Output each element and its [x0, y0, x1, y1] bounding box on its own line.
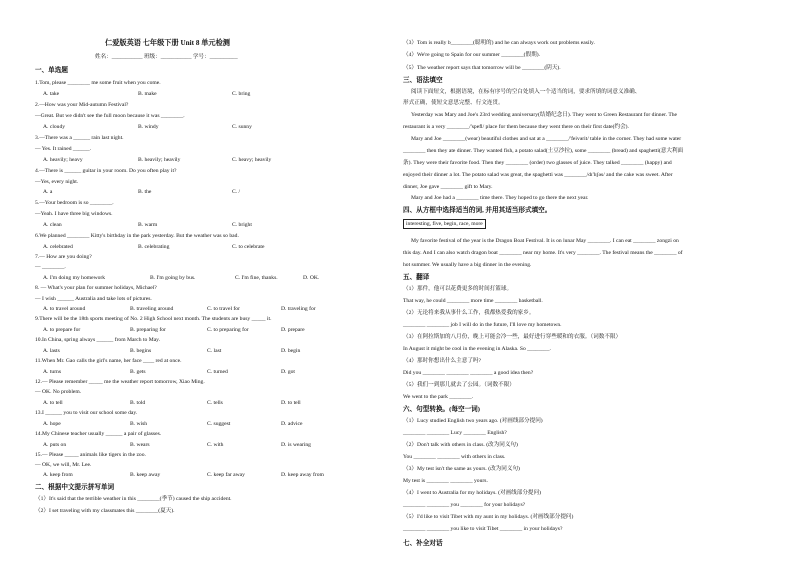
text-line: 10.In China, spring always ______ from March to May.	[35, 337, 161, 343]
text-line: — Yes. It rained ______.	[35, 146, 92, 152]
text-line: （1）那件，他可以花费更多的时间打篮球。	[403, 286, 513, 292]
section-heading: 二、根据中文提示拼写单词	[35, 484, 115, 491]
text-line: 2.—How was your Mid-autumn Festival?	[35, 102, 129, 108]
text-line: （3）My test isn't the same as yours. (改为同义句)	[403, 466, 520, 472]
text-line: dinner, Joe gave ________ gift to Mary.	[403, 184, 493, 190]
text-line: （3）Tom is really b________(聪明的) and he can always work out problems easily.	[403, 40, 595, 46]
text-line: B. begins	[130, 348, 152, 354]
text-line: （4）I went to Australia for my holidays. (对画线部分提问)	[403, 490, 541, 496]
text-line: restaurant is a very ________/'spefl/ place for them because they went there on their first date(约会).	[403, 124, 629, 130]
text-line: 形式正确，使短文意思完整、行文连贯。	[403, 100, 504, 106]
text-line: A. a	[43, 189, 53, 195]
text-line: 阅读下面短文，根据语境，在标有序号的空白处填入一个适当的词，要求所填的词意义准确、	[411, 89, 641, 95]
text-line: （1）Lucy studied English two years ago. (对画线部分提问)	[403, 418, 543, 424]
text-line: My test is ________ ________ yours.	[403, 478, 488, 484]
text-line: C. keep far away	[207, 472, 245, 478]
section-heading: 四、从方框中选择适当的词, 并用其适当形式填空。	[403, 207, 552, 214]
section-heading: 一、单选题	[35, 67, 68, 74]
text-line: enjoyed their dinner a lot. The potato salad was great, the spaghetti was ________/dɪ'lɪʃəs/ and the cake was sweet. After	[403, 172, 673, 178]
text-line: — OK. No problem.	[35, 389, 82, 395]
text-line: 11.When Mr. Gao calls the girl's name, her face ____ red at once.	[35, 358, 182, 364]
text-line: A. lasts	[43, 348, 60, 354]
text-line: 13.I ______ you to visit our school some day.	[35, 410, 138, 416]
text-line: （3）在阿拉斯加的八月份，晚上可能会冷一些，最好进行穿些暖和的衣服。（词数不限）	[403, 334, 622, 340]
text-line: 12.— Please remember _____ me the weather report tomorrow, Xiao Ming.	[35, 379, 205, 385]
text-line: A. keep from	[43, 472, 73, 478]
text-line: A. to tell	[43, 400, 63, 406]
text-line: My favorite festival of the year is the Dragon Boat Festival. It is on lunar May ________. I can eat ________ zongzi on	[411, 238, 679, 244]
text-line: A. to prepare for	[43, 327, 81, 333]
text-line: —Great. But we didn't see the full moon because it was ________.	[35, 113, 185, 119]
text-line: （5）The weather report says that tomorrow will be ________(阴天).	[403, 65, 561, 71]
text-line: 3.—There was a ______ rain last night.	[35, 135, 124, 141]
text-line: C. bright	[232, 222, 252, 228]
text-line: D. advice	[281, 421, 303, 427]
text-line: （1）It's said that the terrible weather in this ________(季节) caused the ship accident.	[35, 496, 232, 502]
text-line: 6.We planned ________ Kitty's birthday in the park yesterday. But the weather was so bad.	[35, 233, 239, 239]
text-line: D. keep away from	[281, 472, 324, 478]
text-line: hot summer. We usually have a big dinner in the evening.	[403, 262, 532, 268]
text-line: 15.— Please _____ animals like tigers in the zoo.	[35, 452, 146, 458]
text-line: D. is wearing	[281, 442, 311, 448]
text-line: C. to travel for	[207, 306, 240, 312]
text-line: （4）那时你想出什么主意了吗?	[403, 358, 481, 364]
text-line: 8. — What's your plan for summer holidays, Michael?	[35, 285, 157, 291]
text-line: B. gets	[130, 369, 146, 375]
text-line: A. take	[43, 91, 60, 97]
text-line: （4）We're going to Spain for our summer ________(假期).	[403, 52, 540, 58]
text-line: A. celebrated	[43, 244, 73, 250]
text-line: this day. And I can also watch dragon boat ________ near my home. It's very ________. The festival means the ________ of	[403, 250, 683, 256]
text-line: You ________ ________ with others in class.	[403, 454, 506, 460]
text-line: 姓名：___________ 班级：___________ 学号：__________	[95, 54, 238, 60]
text-line: ________ ________ you like to visit Tibet ________ in your holidays?	[403, 526, 563, 532]
text-line: Yesterday was Mary and Joe's 23rd wedding anniversary(结婚纪念日). They went to Green Restaurant for dinner. The	[411, 112, 678, 118]
text-line: B. windy	[138, 124, 159, 130]
text-line: C. I'm fine, thanks.	[235, 275, 278, 281]
text-line: ________ ________ you ________ for your holidays?	[403, 502, 526, 508]
text-line: D. prepare	[281, 327, 305, 333]
text-line: （2）I set traveling with my classmates this ________(夏天).	[35, 508, 175, 514]
text-line: Did you ________ ________ ________ a good idea then?	[403, 370, 534, 376]
text-line: A. to travel around	[43, 306, 86, 312]
text-line: B. warm	[138, 222, 158, 228]
text-line: C. last	[207, 348, 222, 354]
section-heading: 七、补全对话	[403, 540, 443, 547]
text-line: ________ ________ Lucy ________ English?	[403, 430, 507, 436]
text-line: D. OK.	[303, 275, 320, 281]
text-line: C. suggest	[207, 421, 231, 427]
text-line: D. to tell	[281, 400, 301, 406]
text-line: （5）我们一到那儿就去了公园。（词数不限）	[403, 382, 515, 388]
text-line: B. heavily; heavily	[138, 157, 181, 163]
text-line: B. traveling around	[130, 306, 174, 312]
text-line: C. tells	[207, 400, 223, 406]
text-line: D. got	[281, 369, 295, 375]
text-line: （2）Don't talk with others in class. (改为同义句)	[403, 442, 518, 448]
section-heading: 五、翻译	[403, 274, 430, 281]
text-line: （5）I'd like to visit Tibet with my aunt in my holidays. (对画线部分提问)	[403, 514, 574, 520]
text-line: ________ ________ job I will do in the future, I'll love my hometown.	[403, 322, 562, 328]
word-box: interesting, five, begin, race, more	[403, 219, 486, 229]
text-line: C. heavy; heavily	[232, 157, 272, 163]
text-line: 9.There will be the 18th sports meeting of No. 2 High School next month. The students are busy _____ it.	[35, 316, 272, 322]
section-heading: 六、句型转换。(每空一词)	[403, 406, 480, 413]
text-line: A. puts on	[43, 442, 67, 448]
text-line: C. with	[207, 442, 224, 448]
page-title: 仁爱版英语 七年级下册 Unit 8 单元检测	[105, 39, 230, 47]
text-line: — OK, we will, Mr. Lee.	[35, 462, 92, 468]
text-line: D. begin	[281, 348, 301, 354]
text-line: —Yes, every night.	[35, 179, 79, 185]
text-line: Mary and Joe ________(wear) beautiful clothes and sat at a ________/'feivərit/ table in the corner. They had some water	[411, 136, 682, 142]
text-line: 7.— How are you doing?	[35, 254, 92, 260]
text-line: C. turned	[207, 369, 228, 375]
text-line: 4.—There is ______ guitar in your room. Do you often play it?	[35, 168, 177, 174]
text-line: B. wears	[130, 442, 150, 448]
text-line: — ________.	[35, 264, 66, 270]
text-line: A. heavily; heavy	[43, 157, 83, 163]
text-line: C. to celebrate	[232, 244, 265, 250]
text-line: 5.—Your bedroom is so ________.	[35, 200, 114, 206]
text-line: C. bring	[232, 91, 251, 97]
text-line: 条). They were their favorite food. Then they ________ (order) two glasses of juice. They talked ________ (happy) and	[403, 160, 672, 166]
text-line: That way, he could ________ more time ________ basketball.	[403, 298, 543, 304]
text-line: Mary and Joe had a ________ time there. They hoped to go there the next year.	[411, 195, 589, 201]
text-line: —Yeah. I have three big windows.	[35, 211, 113, 217]
text-line: B. make	[138, 91, 157, 97]
text-line: C. sunny	[232, 124, 252, 130]
text-line: 1.Tom, please ________ me some fruit when you come.	[35, 80, 161, 86]
text-line: We went to the park ________.	[403, 394, 474, 400]
text-line: A. clean	[43, 222, 62, 228]
text-line: B. keep away	[130, 472, 161, 478]
text-line: B. preparing for	[130, 327, 166, 333]
section-heading: 三、语法填空	[403, 77, 443, 84]
text-line: C. to preparing for	[207, 327, 249, 333]
text-line: — I wish ______ Australia and take lots of pictures.	[35, 296, 152, 302]
text-line: A. turns	[43, 369, 62, 375]
text-line: A. cloudy	[43, 124, 66, 130]
text-line: C. /	[232, 189, 241, 195]
text-line: B. celebrating	[138, 244, 170, 250]
text-line: A. hope	[43, 421, 61, 427]
text-line: B. the	[138, 189, 152, 195]
text-line: ________ then they ate dinner. They wanted fish, a potato salad(土豆沙拉), some ________ (bread) and spaghetti(意大利面	[403, 148, 684, 154]
text-line: B. told	[130, 400, 146, 406]
text-line: B. I'm going by bus.	[150, 275, 196, 281]
text-line: D. traveling for	[281, 306, 316, 312]
text-line: 14.My Chinese teacher usually ______ a pair of glasses.	[35, 431, 162, 437]
text-line: A. I'm doing my homework	[43, 275, 106, 281]
text-line: B. wish	[130, 421, 148, 427]
text-line: In August it might be cool in the evening in Alaska. So ________.	[403, 346, 551, 352]
text-line: （2）无论将来我从事什么工作，我都热爱我的家乡。	[403, 310, 535, 316]
